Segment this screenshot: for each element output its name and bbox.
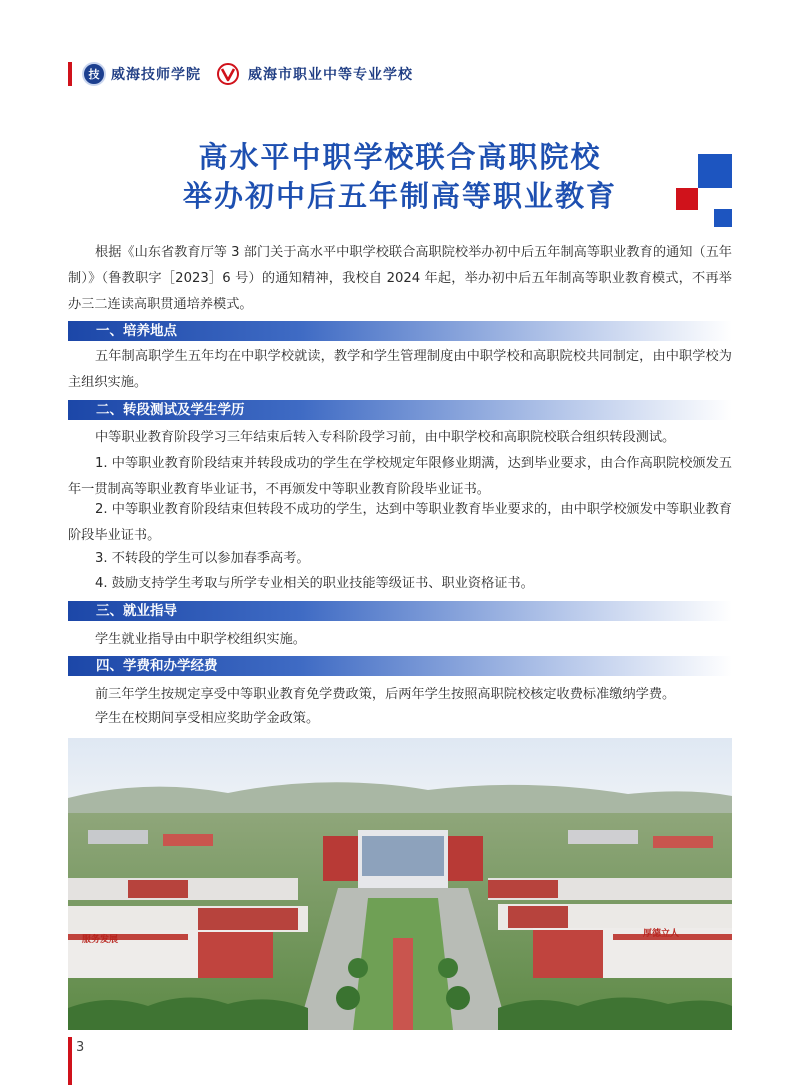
section-2-item-4: 4. 鼓励支持学生考取与所学专业相关的职业技能等级证书、职业资格证书。 <box>95 576 534 591</box>
campus-sign-right: 厚德立人 <box>643 929 680 939</box>
campus-aerial-photo <box>68 738 732 1030</box>
page-title-line-1: 高水平中职学校联合高职院校 <box>198 140 602 174</box>
section-heading-employment-guidance: 三、就业指导 <box>68 601 732 621</box>
section-4-paragraph-1: 前三年学生按规定享受中等职业教育免学费政策，后两年学生按照高职院校核定收费标准缴纳学费。 <box>95 687 676 702</box>
weihai-vocational-school-logo-icon <box>217 63 239 85</box>
decorative-squares <box>676 154 734 228</box>
section-1-paragraph-1: 五年制高职学生五年均在中职学校就读，教学和学生管理制度由中职学校和高职院校共同制定，由中职学校为主组织实施。 <box>68 349 732 390</box>
section-4-paragraph-2: 学生在校期间享受相应奖助学金政策。 <box>95 711 320 726</box>
page-number: 3 <box>76 1040 85 1055</box>
page-title-line-2: 举办初中后五年制高等职业教育 <box>182 179 617 213</box>
footer-red-bar <box>68 1037 72 1085</box>
section-heading-training-location: 一、培养地点 <box>68 321 732 341</box>
school-name-1: 威海技师学院 <box>111 67 201 83</box>
weihai-technician-college-logo-icon: 技 <box>82 62 106 86</box>
section-3-paragraph-1: 学生就业指导由中职学校组织实施。 <box>95 632 306 647</box>
section-heading-tuition-funding: 四、学费和办学经费 <box>68 656 732 676</box>
school-name-2: 威海市职业中等专业学校 <box>248 67 413 83</box>
section-2-item-1: 1. 中等职业教育阶段结束并转段成功的学生在学校规定年限修业期满，达到毕业要求，由合作高职院校颁发五年一贯制高等职业教育毕业证书，不再颁发中等职业教育阶段毕业证书。 <box>68 456 732 497</box>
page-header <box>68 60 413 88</box>
section-2-item-2: 2. 中等职业教育阶段结束但转段不成功的学生，达到中等职业教育毕业要求的，由中职学校颁发中等职业教育阶段毕业证书。 <box>68 502 732 543</box>
section-heading-transfer-test: 二、转段测试及学生学历 <box>68 400 732 420</box>
campus-sign-left: 服务发展 <box>82 935 119 945</box>
header-red-bar <box>68 62 72 86</box>
section-2-item-3: 3. 不转段的学生可以参加春季高考。 <box>95 551 310 566</box>
section-2-paragraph-1: 中等职业教育阶段学习三年结束后转入专科阶段学习前，由中职学校和高职院校联合组织转段测试。 <box>95 430 676 445</box>
intro-paragraph: 根据《山东省教育厅等 3 部门关于高水平中职学校联合高职院校举办初中后五年制高等职业教育的通知（五年制）》（鲁教职字［2023］6 号）的通知精神，我校自 2024 年起，举办初中后五年制高等职业教育模式，不再举办三二连读高职贯通培养模式。 <box>68 245 732 312</box>
